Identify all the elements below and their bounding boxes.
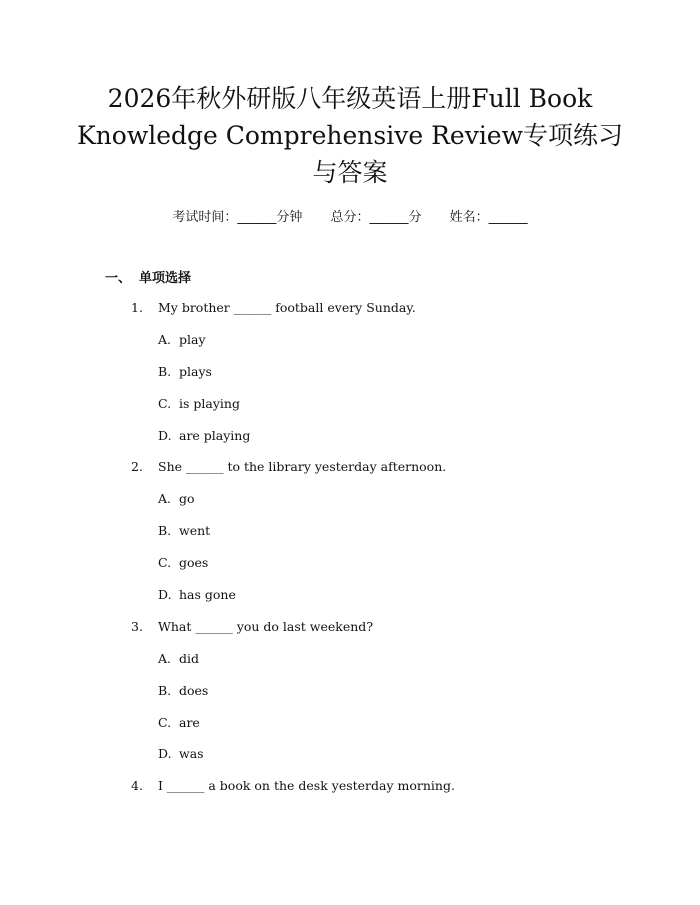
option-letter: C.: [158, 555, 172, 570]
option-1b: [158, 364, 212, 379]
question-text: My brother ______ football every Sunday.: [158, 300, 416, 315]
option-letter: B.: [158, 364, 172, 379]
option-2d: [158, 587, 236, 602]
option-3a: [158, 651, 199, 666]
option-1c: [158, 396, 240, 411]
option-letter: B.: [158, 523, 172, 538]
question-number: 3.: [131, 619, 143, 634]
option-text: has gone: [179, 587, 236, 602]
option-3d: [158, 746, 204, 761]
exam-meta: [0, 206, 700, 225]
option-letter: A.: [158, 491, 172, 506]
exam-time-field: 考试时间：______分钟: [172, 210, 303, 225]
title-line-2: Knowledge Comprehensive Review专项练习: [76, 121, 624, 150]
option-2b: [158, 523, 210, 538]
option-text: go: [179, 491, 195, 506]
option-text: does: [179, 683, 209, 698]
option-text: are: [179, 715, 200, 730]
option-1d: [158, 428, 250, 443]
exam-title: [60, 80, 640, 191]
option-text: plays: [179, 364, 212, 379]
option-letter: A.: [158, 332, 172, 347]
option-text: play: [179, 332, 206, 347]
total-score-field: 总分：______分: [330, 210, 422, 225]
option-text: did: [179, 651, 200, 666]
option-letter: B.: [158, 683, 172, 698]
title-line-3: 与答案: [312, 158, 388, 187]
question-text: I ______ a book on the desk yesterday morning.: [158, 778, 455, 793]
option-3b: [158, 683, 208, 698]
option-letter: A.: [158, 651, 172, 666]
option-2a: [158, 491, 195, 506]
question-text: She ______ to the library yesterday afternoon.: [158, 459, 447, 474]
option-1a: [158, 332, 206, 347]
section-heading: [105, 267, 191, 286]
option-text: goes: [179, 555, 209, 570]
question-number: 1.: [131, 300, 143, 315]
option-letter: D.: [158, 587, 172, 602]
option-text: went: [179, 523, 211, 538]
option-3c: [158, 715, 200, 730]
option-letter: D.: [158, 428, 172, 443]
question-text: What ______ you do last weekend?: [158, 619, 374, 634]
option-letter: C.: [158, 396, 172, 411]
option-text: are playing: [179, 428, 251, 443]
question-number: 2.: [131, 459, 143, 474]
title-line-1: 2026年秋外研版八年级英语上册Full Book: [107, 84, 593, 113]
section-number: 一、: [105, 271, 132, 286]
question-number: 4.: [131, 778, 143, 793]
option-letter: C.: [158, 715, 172, 730]
section-title: 单项选择: [139, 271, 192, 286]
option-text: is playing: [179, 396, 240, 411]
option-2c: [158, 555, 208, 570]
option-letter: D.: [158, 746, 172, 761]
option-text: was: [179, 746, 204, 761]
student-name-field: 姓名：______: [449, 210, 528, 225]
